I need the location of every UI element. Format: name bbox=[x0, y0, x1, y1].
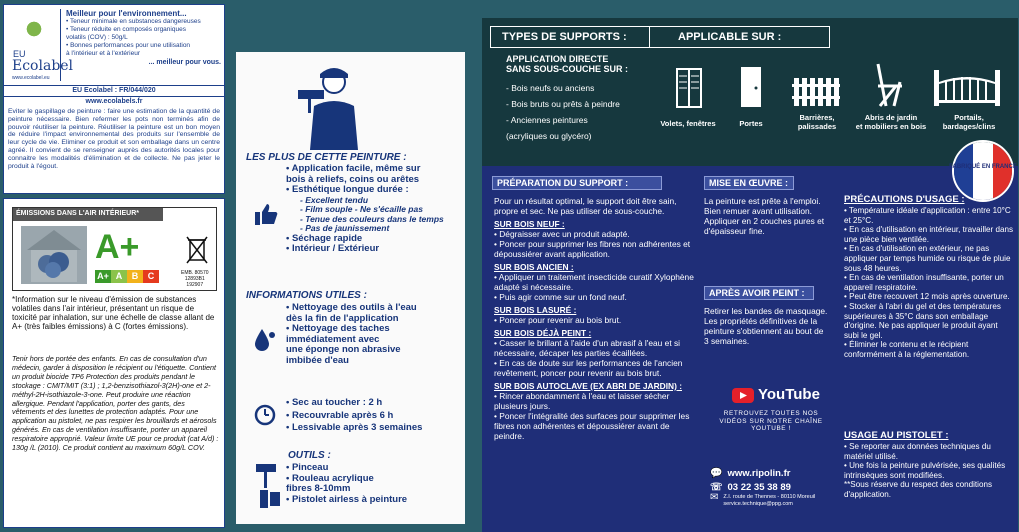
plus-title: LES PLUS DE CETTE PEINTURE : bbox=[246, 152, 407, 163]
prep-line: • Poncer pour revenir au bois brut. bbox=[494, 315, 622, 325]
scale-step: A+ bbox=[95, 270, 111, 283]
apres-title: APRÈS AVOIR PEINT : bbox=[704, 286, 814, 300]
prep-section-title: SUR BOIS DÉJÀ PEINT : bbox=[494, 328, 592, 338]
scale-step: B bbox=[127, 270, 143, 283]
precautions-title: PRÉCAUTIONS D'USAGE : bbox=[844, 194, 965, 205]
pistol-item: • Une fois la peinture pulvérisée, ses qualités intrinsèques sont modifiées. bbox=[844, 461, 1006, 480]
plus-subitem: - Pas de jaunissement bbox=[300, 223, 390, 233]
house-cloud-icon bbox=[21, 226, 87, 284]
ecolabel-text: Eviter le gaspillage de peinture : faire une estimation de la quantité de peinture nécessaire. Bien refermer les pots non terminés afin de pouvoir réutiliser la peinture. Réutiliser la peinture est un bon moyen de réduire l'impact environnemental des produits sur l'ensemble de leur cycle de vie. Eliminer ce produit et son emballage dans un centre agréé. Il convient de se renseigner auprès des autorités locales pour connaitre les modalités d'élimination et de collecte. Ne pas jeter le produit à l'égout. bbox=[8, 108, 220, 170]
emission-scale bbox=[95, 270, 159, 283]
emissions-panel bbox=[3, 198, 225, 528]
prep-line: • Poncer pour supprimer les fibres non adhérentes et dépoussiérer avant application. bbox=[494, 239, 691, 259]
prep-line: • Puis agir comme sur un fond neuf. bbox=[494, 292, 627, 302]
water-drop-icon bbox=[254, 327, 276, 351]
prep-line: • Rincer abondamment à l'eau et laisser sécher plusieurs jours. bbox=[494, 391, 670, 411]
precaution-item: • En cas de ventilation insuffisante, porter un appareil respiratoire. bbox=[844, 273, 1004, 292]
mise-text: La peinture est prête à l'emploi. Bien remuer avant utilisation. Appliquer en 2 couches pures et d'épaisseur fine. bbox=[704, 196, 825, 236]
tool-item: • Pistolet airless à peinture bbox=[286, 493, 408, 505]
pistol-title: USAGE AU PISTOLET : bbox=[844, 430, 949, 441]
emission-grade: A+ bbox=[95, 228, 140, 266]
emissions-label: ÉMISSIONS DANS L'AIR INTÉRIEUR* A+ A+ A B C EMB. 80570 12893B1 192907 bbox=[12, 207, 217, 291]
mail-icon: ✉ bbox=[710, 492, 719, 503]
prep-line: • En cas de doute sur les performances de l'ancien revêtement, poncer pour revenir au bois brut. bbox=[494, 358, 683, 378]
painter-icon bbox=[296, 60, 366, 150]
prep-section-title: SUR BOIS NEUF : bbox=[494, 219, 565, 229]
emb-line: 192907 bbox=[186, 282, 204, 288]
ecolabel-bullet: • Bonnes performances pour une utilisation bbox=[66, 42, 191, 49]
safety-text: Tenir hors de portée des enfants. En cas de consultation d'un médecin, garder à disposition le récipient ou l'étiquette. Contient un produit biocide TP6 Protection des produits pendant le stockage : CMIT/MIT (3:1) ; 1,2-benzisothiazol-3(2H)-one et 2-méthyl-2H-isothiazole-3-one. Peut produire une réaction allergique. Pendant l'application, porter des gants, des vêtements et des lunettes de protection adaptés. Pour une application au pistolet, ne pas respirer les brouillards et aérosols générés. En cas de ventilation insuffisante, porter un appareil respiratoire approprié. Valeur limite UE pour ce produit (cat A/d) : 130g /L (2010). Ce produit contient au maximum 60g/L COV. bbox=[12, 354, 219, 453]
ecolabel-bullet: à l'intérieur et à l'extérieur bbox=[66, 50, 141, 57]
apres-text: Retirer les bandes de masquage. Les propriétés définitives de la peinture s'obtiennent au bout de 3 semaines. bbox=[704, 306, 828, 346]
pistol-item: • Se reporter aux données techniques du matériel utilisé. bbox=[844, 442, 991, 461]
direct-line: SANS SOUS-COUCHE SUR : bbox=[506, 64, 629, 74]
ecolabel-reg: EU Ecolabel : FR/044/020 bbox=[72, 87, 156, 94]
scale-step: C bbox=[143, 270, 159, 283]
support-line: - Bois bruts ou prêts à peindre bbox=[506, 99, 620, 109]
ecolabel-logo: EU Ecolabel www.ecolabel.eu bbox=[9, 9, 61, 81]
plus-subitem: - Tenue des couleurs dans le temps bbox=[300, 213, 444, 224]
ecolabel-panel bbox=[3, 4, 225, 194]
plus-item: • Esthétique longue durée : bbox=[286, 184, 409, 195]
prep-line: • Dégraisser avec un produit adapté. bbox=[494, 229, 630, 239]
instructions-panel bbox=[482, 18, 1018, 532]
gate-icon bbox=[934, 70, 1000, 106]
youtube-text: RETROUVEZ TOUTES NOS VIDÉOS SUR NOTRE CHAÎNE YOUTUBE ! bbox=[719, 410, 823, 432]
ecolabel-site: www.ecolabels.fr bbox=[85, 98, 143, 105]
info-title: INFORMATIONS UTILES : bbox=[246, 290, 367, 301]
support-line: - Bois neufs ou anciens bbox=[506, 83, 595, 93]
tools-icon bbox=[254, 460, 282, 510]
precaution-item: • Température idéale d'application : entre 10°C et 25°C. bbox=[844, 206, 1011, 225]
ecolabel-bullet: • Teneur minimale en substances dangereuses bbox=[66, 18, 201, 25]
pistol-list bbox=[844, 442, 1014, 500]
tool-item: • Pinceau bbox=[286, 462, 329, 473]
info-item: immédiatement avec bbox=[286, 333, 380, 345]
contact-phone[interactable]: ☏ 03 22 35 38 89 bbox=[710, 481, 791, 493]
direct-application bbox=[506, 54, 628, 74]
tools-list bbox=[286, 463, 462, 505]
youtube-logo[interactable]: YouTube bbox=[732, 385, 822, 405]
time-item: • Recouvrable après 6 h bbox=[286, 409, 394, 421]
contact-site[interactable]: 💬 www.ripolin.fr bbox=[710, 467, 791, 479]
precaution-item: • En cas d'utilisation en extérieur, ne pas appliquer par temps humide ou risque de pluie sous 48 heures. bbox=[844, 244, 1011, 273]
prep-section-title: SUR BOIS LASURÉ : bbox=[494, 305, 577, 315]
fence-icon bbox=[792, 74, 840, 106]
times-list bbox=[286, 397, 462, 435]
precaution-item: • Éliminer le contenu et le récipient conformément à la réglementation. bbox=[844, 340, 970, 359]
ecolabel-bullet: volatils (COV) : 50g/L bbox=[66, 34, 128, 41]
ecolabel-bullets bbox=[66, 18, 221, 58]
info-item: • Nettoyage des taches bbox=[286, 323, 390, 334]
made-in-france-text: FABRIQUÉ EN FRANCE bbox=[949, 164, 1017, 170]
support-line: (acryliques ou glycéro) bbox=[506, 131, 592, 141]
emission-note: *Information sur le niveau d'émission de substances volatiles dans l'air intérieur, présentant un risque de toxicité par inhalation, sur une échelle de classe allant de A+ (très faibles émissions) à C (fortes émissions). bbox=[12, 295, 215, 331]
tool-item: fibres 8-10mm bbox=[286, 483, 351, 494]
applicable-item: Volets, fenêtres bbox=[660, 119, 716, 128]
emb-code bbox=[181, 270, 209, 288]
prep-title: PRÉPARATION DU SUPPORT : bbox=[492, 176, 662, 190]
plus-subitem: - Excellent tendu bbox=[300, 194, 369, 205]
tools-title: OUTILS : bbox=[288, 450, 331, 461]
youtube-play-icon bbox=[732, 388, 754, 403]
applicable-tab: APPLICABLE SUR : bbox=[678, 31, 782, 43]
scale-step: A bbox=[111, 270, 127, 283]
garden-chair-icon bbox=[874, 62, 904, 108]
plus-item: • Séchage rapide bbox=[286, 232, 363, 244]
thumbs-up-icon bbox=[254, 202, 278, 226]
plus-subitem: - Film souple - Ne s'écaille pas bbox=[300, 204, 423, 214]
prep-section-title: SUR BOIS ANCIEN : bbox=[494, 262, 574, 272]
door-icon bbox=[740, 66, 762, 108]
ecolabel-claims: Meilleur pour l'environnement... • Teneur minimale en substances dangereuses • Teneur réduite en composés organiques volatils (COV) : 50g/L • Bonnes performances pour une utilisation à l'intérieur et à l'extérieur ... meilleur pour vous. bbox=[66, 9, 221, 66]
precaution-item: • Stocker à l'abri du gel et des températures supérieures à 35°C dans son emballage d'origine. Ne pas appliquer le produit ayant subi le gel. bbox=[844, 301, 1001, 340]
plus-list bbox=[286, 164, 462, 255]
made-in-france-badge bbox=[952, 140, 1014, 202]
phone-icon: ☏ bbox=[710, 481, 723, 493]
emb-line: EMB. 80570 bbox=[181, 270, 209, 276]
prep-line: • Casser le brillant à l'aide d'un abrasif à l'eau et si nécessaire, décaper les parties écaillées. bbox=[494, 338, 681, 358]
flower-icon bbox=[19, 15, 49, 43]
features-panel bbox=[236, 52, 465, 524]
mise-title: MISE EN ŒUVRE : bbox=[704, 176, 794, 190]
pistol-item: **Sous réserve du respect des conditions d'application. bbox=[844, 480, 993, 499]
info-item: imbibée d'eau bbox=[286, 354, 349, 366]
info-item: dès la fin de l'application bbox=[286, 312, 399, 324]
applicable-item: Portes bbox=[739, 119, 763, 128]
plus-item: • Intérieur / Extérieur bbox=[286, 243, 380, 254]
precaution-item: • En cas d'utilisation en intérieur, travailler dans une pièce bien ventilée. bbox=[844, 225, 1014, 244]
plus-item: • Application facile, même sur bbox=[286, 163, 421, 174]
applicable-item: Portails, bardages/clins bbox=[942, 113, 996, 131]
applicable-item: Abris de jardin et mobiliers en bois bbox=[855, 113, 927, 131]
info-item: • Nettoyage des outils à l'eau bbox=[286, 302, 417, 313]
chat-icon: 💬 bbox=[710, 467, 723, 479]
support-line: - Anciennes peintures bbox=[506, 115, 588, 125]
clock-icon bbox=[254, 404, 276, 426]
ecolabel-bullet: • Teneur réduite en composés organiques bbox=[66, 26, 186, 33]
prep-intro: Pour un résultat optimal, le support doit être sain, propre et sec. Ne pas utiliser de sous-couche. bbox=[494, 196, 677, 216]
applicable-item: Barrières, palissades bbox=[797, 113, 837, 131]
prep-line: • Appliquer un traitement insecticide curatif Xylophène adapté si nécessaire. bbox=[494, 272, 694, 292]
emb-line: 12893B1 bbox=[184, 276, 205, 282]
direct-line: APPLICATION DIRECTE bbox=[506, 54, 609, 64]
tool-item: • Rouleau acrylique bbox=[286, 472, 374, 484]
time-item: • Sec au toucher : 2 h bbox=[286, 397, 383, 408]
info-item: une éponge non abrasive bbox=[286, 344, 401, 355]
precaution-item: • Peut être recouvert 12 mois après ouverture. bbox=[844, 292, 1010, 302]
contact-address: ✉ Z.I. route de Thennes - 80110 Moreuil service.technique@ppg.com bbox=[710, 492, 816, 507]
prep-section-title: SUR BOIS AUTOCLAVE (EX ABRI DE JARDIN) : bbox=[494, 381, 682, 391]
prep-line: • Poncer l'intégralité des surfaces pour supprimer les fibres non adhérentes et dépoussiérer avant de peindre. bbox=[494, 411, 690, 441]
shutter-icon bbox=[676, 68, 702, 108]
info-list bbox=[286, 303, 462, 366]
recycle-bin-icon bbox=[185, 234, 209, 264]
time-item: • Lessivable après 3 semaines bbox=[286, 422, 423, 433]
support-list bbox=[506, 80, 620, 144]
precautions-list bbox=[844, 206, 1014, 360]
plus-item: bois à reliefs, coins ou arêtes bbox=[286, 173, 420, 185]
supports-tab: TYPES DE SUPPORTS : bbox=[502, 31, 627, 43]
prep-text bbox=[494, 196, 694, 441]
